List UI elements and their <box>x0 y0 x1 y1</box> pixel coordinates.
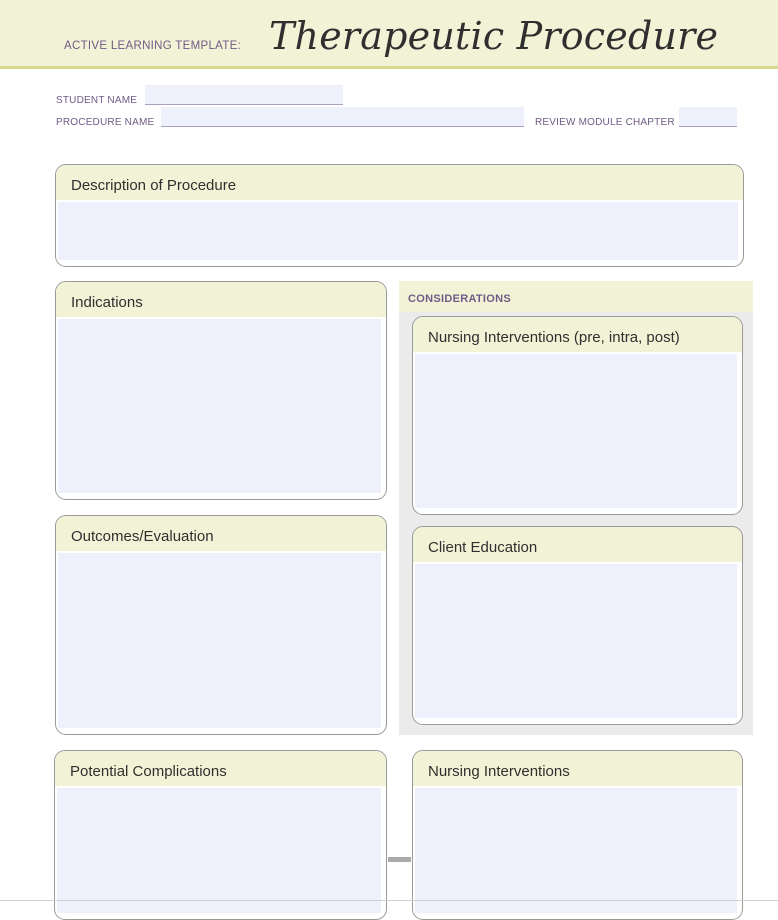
description-title: Description of Procedure <box>56 165 743 200</box>
considerations-nursing-interventions-title: Nursing Interventions (pre, intra, post) <box>413 317 742 352</box>
outcomes-title: Outcomes/Evaluation <box>56 516 386 551</box>
nursing-interventions-section <box>412 750 743 920</box>
review-module-chapter-label: REVIEW MODULE CHAPTER <box>535 117 675 128</box>
section-connector <box>388 857 411 862</box>
student-name-label: STUDENT NAME <box>56 95 138 106</box>
considerations-header <box>399 281 753 312</box>
indications-input-area[interactable] <box>58 319 381 493</box>
student-name-field[interactable] <box>145 85 343 105</box>
page-bottom-rule <box>0 900 778 901</box>
nursing-interventions-title: Nursing Interventions <box>413 751 742 786</box>
procedure-name-label: PROCEDURE NAME <box>56 117 155 128</box>
review-module-chapter-field[interactable] <box>679 107 737 127</box>
template-label: ACTIVE LEARNING TEMPLATE: <box>64 40 242 52</box>
template-header <box>0 0 778 69</box>
considerations-nursing-interventions-input-area[interactable] <box>415 354 737 508</box>
potential-complications-input-area[interactable] <box>57 788 381 913</box>
client-education-section <box>412 526 743 725</box>
potential-complications-section <box>54 750 387 920</box>
potential-complications-title: Potential Complications <box>55 751 386 786</box>
considerations-label: CONSIDERATIONS <box>408 293 512 305</box>
procedure-name-field[interactable] <box>161 107 524 127</box>
indications-title: Indications <box>56 282 386 317</box>
description-input-area[interactable] <box>58 202 738 260</box>
description-section <box>55 164 744 267</box>
outcomes-section <box>55 515 387 735</box>
page-title: Therapeutic Procedure <box>269 14 719 58</box>
client-education-title: Client Education <box>413 527 742 562</box>
considerations-nursing-interventions-section <box>412 316 743 515</box>
indications-section <box>55 281 387 500</box>
outcomes-input-area[interactable] <box>58 553 381 728</box>
nursing-interventions-input-area[interactable] <box>415 788 737 913</box>
client-education-input-area[interactable] <box>415 564 737 718</box>
